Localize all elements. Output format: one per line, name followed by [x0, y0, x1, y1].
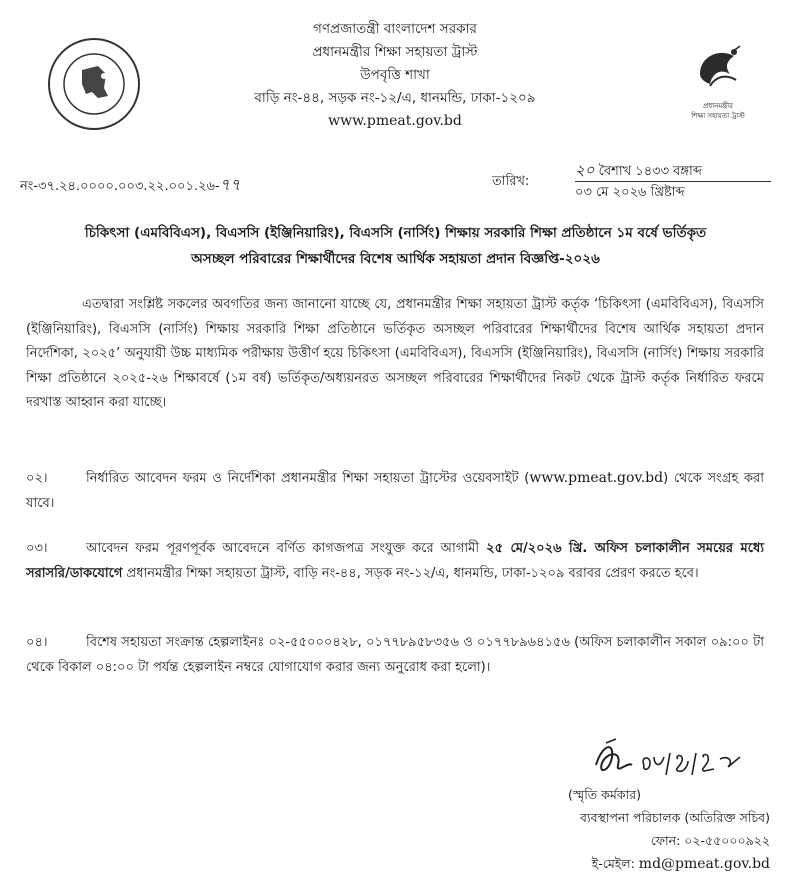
paragraph-number: ০৪।	[26, 635, 48, 650]
notice-title-line1: চিকিৎসা (এমবিবিএস), বিএসসি (ইঞ্জিনিয়ারিং), বিএসসি (নার্সিং) শিক্ষায় সরকারি শিক্ষা প্রতিষ্ঠানে ১ম বর্ষে ভর্তিকৃত	[84, 225, 707, 241]
notice-title	[28, 220, 763, 272]
date-divider	[575, 181, 771, 182]
memo-number	[20, 172, 240, 199]
government-name: গণপ্রজাতন্ত্রী বাংলাদেশ সরকার	[313, 21, 477, 37]
paragraph-number: ০৩।	[26, 541, 48, 556]
gregorian-date: ০৩ মে ২০২৬ খ্রিষ্টাব্দ	[575, 185, 685, 200]
paragraph-text: ) থেকে সংগ্রহ করা যাবে।	[26, 471, 764, 511]
email-label: ই-মেইল:	[591, 856, 639, 871]
trust-name: প্রধানমন্ত্রীর শিক্ষা সহায়তা ট্রাস্ট	[312, 44, 478, 60]
letterhead	[200, 18, 590, 133]
trust-logo-caption-line2: শিক্ষা সহায়তা ট্রাস্ট	[691, 112, 745, 120]
signatory-phone: ফোন: ০২-৫৫০০০৯২২	[650, 833, 770, 848]
paragraph-text: নির্ধারিত আবেদন ফরম ও নির্দেশিকা প্রধানমন্ত্রীর শিক্ষা সহায়তা ট্রাস্টের ওয়েবসাইট (	[86, 471, 530, 486]
date-label: তারিখ:	[492, 174, 530, 189]
paragraph-number: ০২।	[26, 471, 48, 486]
bangla-date-text: বৈশাখ ১৪৩৩ বঙ্গাব্দ	[594, 164, 702, 179]
paragraph-text: বিশেষ সহায়তা সংক্রান্ত হেল্পলাইনঃ ০২-৫৫০০০৪২৮, ০১৭৭৮৯৫৮৩৫৬ ও ০১৭৭৮৯৬৪১৫৬ (অফিস চলাকালীন সকাল ০৯:০০ টা থেকে বিকাল ০৪:০০ টা পর্যন্ত হেল্পলাইন নম্বরে যোগাযোগ করার জন্য অনুরোধ করা হলো)।	[26, 635, 764, 675]
signatory-block	[490, 783, 770, 876]
bangla-date	[575, 160, 771, 180]
bangladesh-government-seal-icon	[46, 36, 142, 132]
trust-logo-icon	[690, 40, 746, 96]
paragraph-04	[26, 631, 764, 680]
signatory-designation: ব্যবস্থাপনা পরিচালক (অতিরিক্ত সচিব)	[580, 810, 770, 825]
paragraph-03	[26, 537, 764, 586]
memo-number-prefix: নং-৩৭.২৪.০০০০.০০৩.২২.০০১.২৬-	[20, 179, 220, 194]
trust-logo	[686, 40, 750, 118]
signatory-name: (স্মৃতি কর্মকার)	[568, 787, 641, 802]
email-link[interactable]: md@pmeat.gov.bd	[638, 856, 770, 872]
paragraph-02	[26, 466, 764, 516]
website-link[interactable]: www.pmeat.gov.bd	[328, 113, 462, 129]
government-seal	[46, 36, 142, 132]
date-block	[575, 160, 771, 203]
paragraph-text: প্রধানমন্ত্রীর শিক্ষা সহায়তা ট্রাস্ট, বাড়ি নং-৪৪, সড়ক নং-১২/এ, ধানমন্ডি, ঢাকা-১২০৯ বরাবর প্রেরণ করতে হবে।	[122, 565, 699, 581]
notice-title-line2: অসচ্ছল পরিবারের শিক্ষার্থীদের বিশেষ আর্থিক সহায়তা প্রদান বিজ্ঞপ্তি-২০২৬	[191, 251, 600, 267]
paragraph-intro: এতদ্বারা সংশ্লিষ্ট সকলের অবগতির জন্য জানানো যাচ্ছে যে, প্রধানমন্ত্রীর শিক্ষা সহায়তা ট্রাস্ট কর্তৃক ‘চিকিৎসা (এমবিবিএস), বিএসসি (ইঞ্জিনিয়ারিং), বিএসসি (নার্সিং) শিক্ষায় সরকারি শিক্ষা প্রতিষ্ঠানে ভর্তিকৃত অসচ্ছল পরিবারের শিক্ষার্থীদের বিশেষ আর্থিক সহায়তা প্রদান নির্দেশিকা, ২০২৫’ অনুযায়ী উচ্চ মাধ্যমিক পরীক্ষায় উত্তীর্ণ হয়ে চিকিৎসা (এমবিবিএস), বিএসসি (ইঞ্জিনিয়ারিং), বিএসসি (নার্সিং) শিক্ষায় সরকারি শিক্ষা প্রতিষ্ঠানে ২০২৫-২৬ শিক্ষাবর্ষে (১ম বর্ষ) ভর্তিকৃত/অধ্যয়নরত অসচ্ছল পরিবারের শিক্ষার্থীদের নিকট থেকে ট্রাস্ট কর্তৃক নির্ধারিত ফরমে দরখাস্ত আহ্বান করা যাচ্ছে।	[26, 297, 764, 410]
branch-name: উপবৃত্তি শাখা	[360, 67, 430, 83]
website-link-inline[interactable]: www.pmeat.gov.bd	[529, 470, 664, 486]
deadline-text: ২৫ মে/২০২৬ খ্রি. অফিস চলাকালীন সময়ের মধ্যে সরাসরি/ডাকযোগে	[26, 541, 765, 581]
bangla-day-handwritten: ২০	[575, 161, 595, 179]
signature-icon	[588, 735, 778, 785]
office-address: বাড়ি নং-৪৪, সড়ক নং-১২/এ, ধানমন্ডি, ঢাকা-১২০৯	[254, 90, 536, 106]
handwritten-signature	[588, 735, 778, 785]
memo-number-handwritten: ৭৭	[219, 175, 241, 194]
trust-logo-caption-line1: প্রধানমন্ত্রীর	[703, 102, 733, 110]
paragraph-text: আবেদন ফরম পূরণপূর্বক আবেদনে বর্ণিত কাগজপত্র সংযুক্ত করে আগামী	[86, 541, 487, 556]
signatory-email	[490, 852, 770, 876]
